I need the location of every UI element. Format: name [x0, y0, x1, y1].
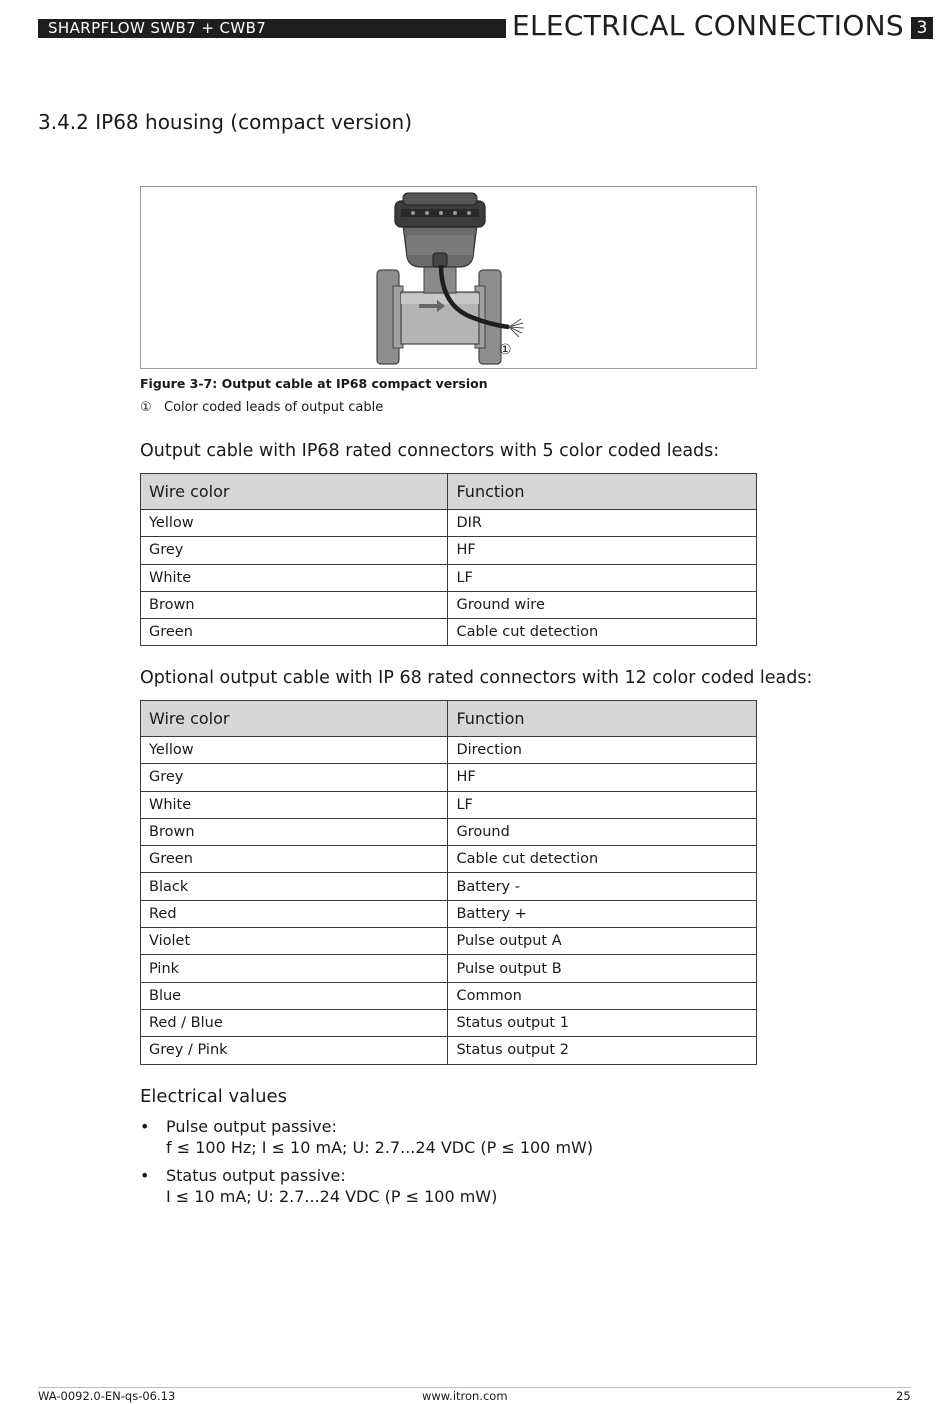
section-title: 3.4.2 IP68 housing (compact version) — [38, 110, 413, 134]
wire-color-cell: Grey — [141, 537, 448, 564]
function-cell: Ground wire — [448, 591, 757, 618]
wire-color-cell: Grey / Pink — [141, 1037, 448, 1064]
electrical-label: Pulse output passive — [166, 1117, 332, 1136]
function-cell: Common — [448, 982, 757, 1009]
table-row — [141, 764, 757, 791]
electrical-label: Status output passive — [166, 1166, 341, 1185]
table1-wire-colors — [140, 473, 757, 646]
header-product-bar — [38, 19, 506, 38]
table-row — [141, 846, 757, 873]
chapter-title: ELECTRICAL CONNECTIONS — [512, 9, 904, 42]
footer-doc-id: WA-0092.0-EN-qs-06.13 — [38, 1389, 176, 1403]
wire-color-cell: Pink — [141, 955, 448, 982]
function-cell: HF — [448, 764, 757, 791]
table2-wire-colors — [140, 700, 757, 1065]
electrical-colon: : — [331, 1117, 337, 1136]
wire-color-cell: Brown — [141, 818, 448, 845]
figure-frame — [140, 186, 757, 369]
wire-color-cell: Blue — [141, 982, 448, 1009]
wire-color-cell: White — [141, 791, 448, 818]
chapter-number-badge: 3 — [911, 17, 933, 39]
function-cell: Battery - — [448, 873, 757, 900]
table-row — [141, 955, 757, 982]
wire-color-cell: Yellow — [141, 737, 448, 764]
table-row — [141, 818, 757, 845]
function-cell: Pulse output A — [448, 928, 757, 955]
column-header-function: Function — [448, 701, 757, 737]
figure-caption: Figure 3-7: Output cable at IP68 compact version — [140, 376, 488, 391]
function-cell: Status output 2 — [448, 1037, 757, 1064]
footer-url[interactable]: www.itron.com — [422, 1389, 508, 1403]
table-row — [141, 619, 757, 646]
table-row — [141, 510, 757, 537]
flowmeter-illustration — [141, 187, 758, 370]
table-row — [141, 537, 757, 564]
bullet-icon: • — [140, 1166, 150, 1185]
column-header-wire-color: Wire color — [141, 701, 448, 737]
electrical-values-title: Electrical values — [140, 1086, 287, 1107]
table-row — [141, 564, 757, 591]
table-row — [141, 1009, 757, 1036]
wire-color-cell: Red — [141, 900, 448, 927]
table-row — [141, 900, 757, 927]
wire-color-cell: Grey — [141, 764, 448, 791]
electrical-values-list — [140, 1116, 593, 1214]
table-row — [141, 982, 757, 1009]
table-row — [141, 791, 757, 818]
function-cell: Ground — [448, 818, 757, 845]
function-cell: Status output 1 — [448, 1009, 757, 1036]
electrical-value: f ≤ 100 Hz; I ≤ 10 mA; U: 2.7...24 VDC (P ≤ 100 mW) — [166, 1138, 594, 1157]
function-cell: Direction — [448, 737, 757, 764]
function-cell: Pulse output B — [448, 955, 757, 982]
table-row — [141, 928, 757, 955]
table2-heading: Optional output cable with IP 68 rated connectors with 12 color coded leads: — [140, 668, 813, 688]
wire-color-cell: Violet — [141, 928, 448, 955]
table-row — [141, 737, 757, 764]
list-item — [140, 1116, 593, 1158]
table-header-row — [141, 474, 757, 510]
electrical-value: I ≤ 10 mA; U: 2.7...24 VDC (P ≤ 100 mW) — [166, 1187, 498, 1206]
function-cell: Battery + — [448, 900, 757, 927]
legend-number: ① — [140, 400, 152, 415]
wire-color-cell: Red / Blue — [141, 1009, 448, 1036]
header-product: SHARPFLOW SWB7 + CWB7 — [48, 19, 267, 37]
column-header-function: Function — [448, 474, 757, 510]
table-row — [141, 1037, 757, 1064]
column-header-wire-color: Wire color — [141, 474, 448, 510]
table-row — [141, 873, 757, 900]
footer-page-number: 25 — [896, 1389, 911, 1403]
wire-color-cell: Brown — [141, 591, 448, 618]
table-header-row — [141, 701, 757, 737]
wire-color-cell: Yellow — [141, 510, 448, 537]
header-chapter — [512, 9, 933, 43]
electrical-colon: : — [340, 1166, 346, 1185]
function-cell: Cable cut detection — [448, 846, 757, 873]
function-cell: DIR — [448, 510, 757, 537]
legend-text: Color coded leads of output cable — [164, 400, 384, 415]
list-item — [140, 1165, 593, 1207]
wire-color-cell: White — [141, 564, 448, 591]
wire-color-cell: Black — [141, 873, 448, 900]
footer-divider — [38, 1387, 911, 1388]
table-row — [141, 591, 757, 618]
function-cell: Cable cut detection — [448, 619, 757, 646]
wire-color-cell: Green — [141, 619, 448, 646]
table1-heading: Output cable with IP68 rated connectors with 5 color coded leads: — [140, 441, 720, 461]
bullet-icon: • — [140, 1117, 150, 1136]
wire-color-cell: Green — [141, 846, 448, 873]
function-cell: LF — [448, 564, 757, 591]
function-cell: LF — [448, 791, 757, 818]
figure-legend-item — [140, 400, 383, 415]
function-cell: HF — [448, 537, 757, 564]
figure-callout-1: ① — [499, 342, 512, 358]
